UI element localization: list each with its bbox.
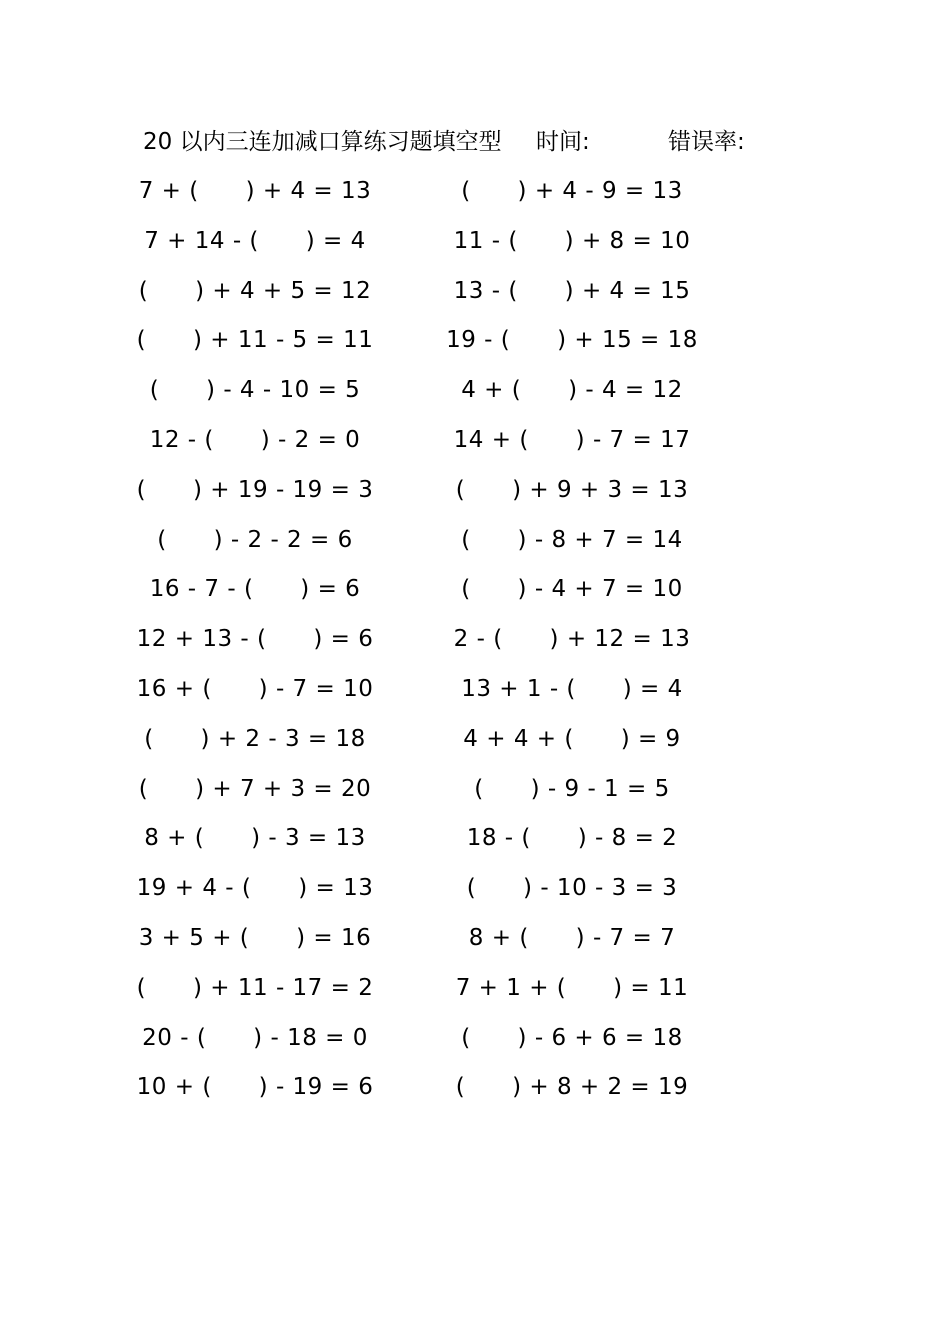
- problem-row: [0, 419, 950, 469]
- problem-left: 7 + 14 - ( ) = 4: [144, 227, 366, 254]
- problem-left: 3 + 5 + ( ) = 16: [138, 924, 372, 951]
- problem-right: 13 - ( ) + 4 = 15: [453, 277, 691, 304]
- problem-left: ( ) + 4 + 5 = 12: [138, 277, 372, 304]
- problem-right: 8 + ( ) - 7 = 7: [468, 924, 676, 951]
- worksheet-title: 20 以内三连加减口算练习题填空型: [143, 129, 502, 155]
- problem-left: 16 + ( ) - 7 = 10: [136, 675, 374, 702]
- problem-right: ( ) + 4 - 9 = 13: [461, 178, 683, 204]
- problem-row: [0, 668, 950, 718]
- problem-row: [0, 1017, 950, 1067]
- problem-right: ( ) + 9 + 3 = 13: [455, 476, 689, 503]
- problem-left: 19 + 4 - ( ) = 13: [136, 875, 374, 902]
- problem-left: ( ) - 2 - 2 = 6: [157, 526, 353, 553]
- problem-left: 12 + 13 - ( ) = 6: [136, 626, 374, 653]
- error-rate-label: 错误率:: [668, 129, 745, 155]
- problem-left: 12 - ( ) - 2 = 0: [149, 426, 361, 453]
- problem-right: 14 + ( ) - 7 = 17: [453, 426, 691, 453]
- problem-left: 10 + ( ) - 19 = 6: [136, 1074, 374, 1101]
- problem-left: ( ) + 11 - 5 = 11: [136, 327, 374, 354]
- problem-row: [0, 170, 950, 220]
- problem-row: [0, 917, 950, 967]
- problem-left: 20 - ( ) - 18 = 0: [142, 1024, 368, 1051]
- problem-row: [0, 568, 950, 618]
- problem-right: 2 - ( ) + 12 = 13: [453, 626, 691, 653]
- problem-right: 18 - ( ) - 8 = 2: [466, 825, 678, 852]
- problem-left: 8 + ( ) - 3 = 13: [144, 825, 366, 852]
- problem-right: ( ) - 4 + 7 = 10: [461, 576, 683, 603]
- problem-right: 4 + 4 + ( ) = 9: [463, 725, 681, 752]
- problem-row: [0, 519, 950, 569]
- problem-row: [0, 867, 950, 917]
- problem-row: [0, 319, 950, 369]
- problem-left: ( ) + 2 - 3 = 18: [144, 725, 366, 752]
- problem-right: 11 - ( ) + 8 = 10: [453, 227, 691, 254]
- problem-right: ( ) - 9 - 1 = 5: [474, 775, 670, 802]
- problem-left: 7 + ( ) + 4 = 13: [138, 178, 372, 204]
- problem-row: [0, 270, 950, 320]
- problem-right: 7 + 1 + ( ) = 11: [455, 974, 689, 1001]
- problem-row: [0, 967, 950, 1017]
- problem-left: ( ) + 19 - 19 = 3: [136, 476, 374, 503]
- problem-row: [0, 369, 950, 419]
- problem-right: ( ) - 10 - 3 = 3: [466, 875, 678, 902]
- time-label: 时间:: [536, 129, 590, 155]
- problem-right: ( ) + 8 + 2 = 19: [455, 1074, 689, 1101]
- problem-left: ( ) + 7 + 3 = 20: [138, 775, 372, 802]
- problem-row: [0, 817, 950, 867]
- problem-right: 4 + ( ) - 4 = 12: [461, 377, 683, 404]
- problem-list: [0, 170, 950, 1116]
- problem-right: ( ) - 8 + 7 = 14: [461, 526, 683, 553]
- problem-row: [0, 469, 950, 519]
- problem-left: ( ) + 11 - 17 = 2: [136, 974, 374, 1001]
- problem-row: [0, 1066, 950, 1116]
- problem-left: ( ) - 4 - 10 = 5: [149, 377, 361, 404]
- problem-right: 13 + 1 - ( ) = 4: [461, 675, 683, 702]
- problem-right: ( ) - 6 + 6 = 18: [461, 1024, 683, 1051]
- problem-row: [0, 220, 950, 270]
- problem-right: 19 - ( ) + 15 = 18: [446, 327, 698, 354]
- problem-row: [0, 618, 950, 668]
- problem-left: 16 - 7 - ( ) = 6: [149, 576, 361, 603]
- worksheet-header: [0, 122, 950, 162]
- problem-row: [0, 718, 950, 768]
- problem-row: [0, 768, 950, 818]
